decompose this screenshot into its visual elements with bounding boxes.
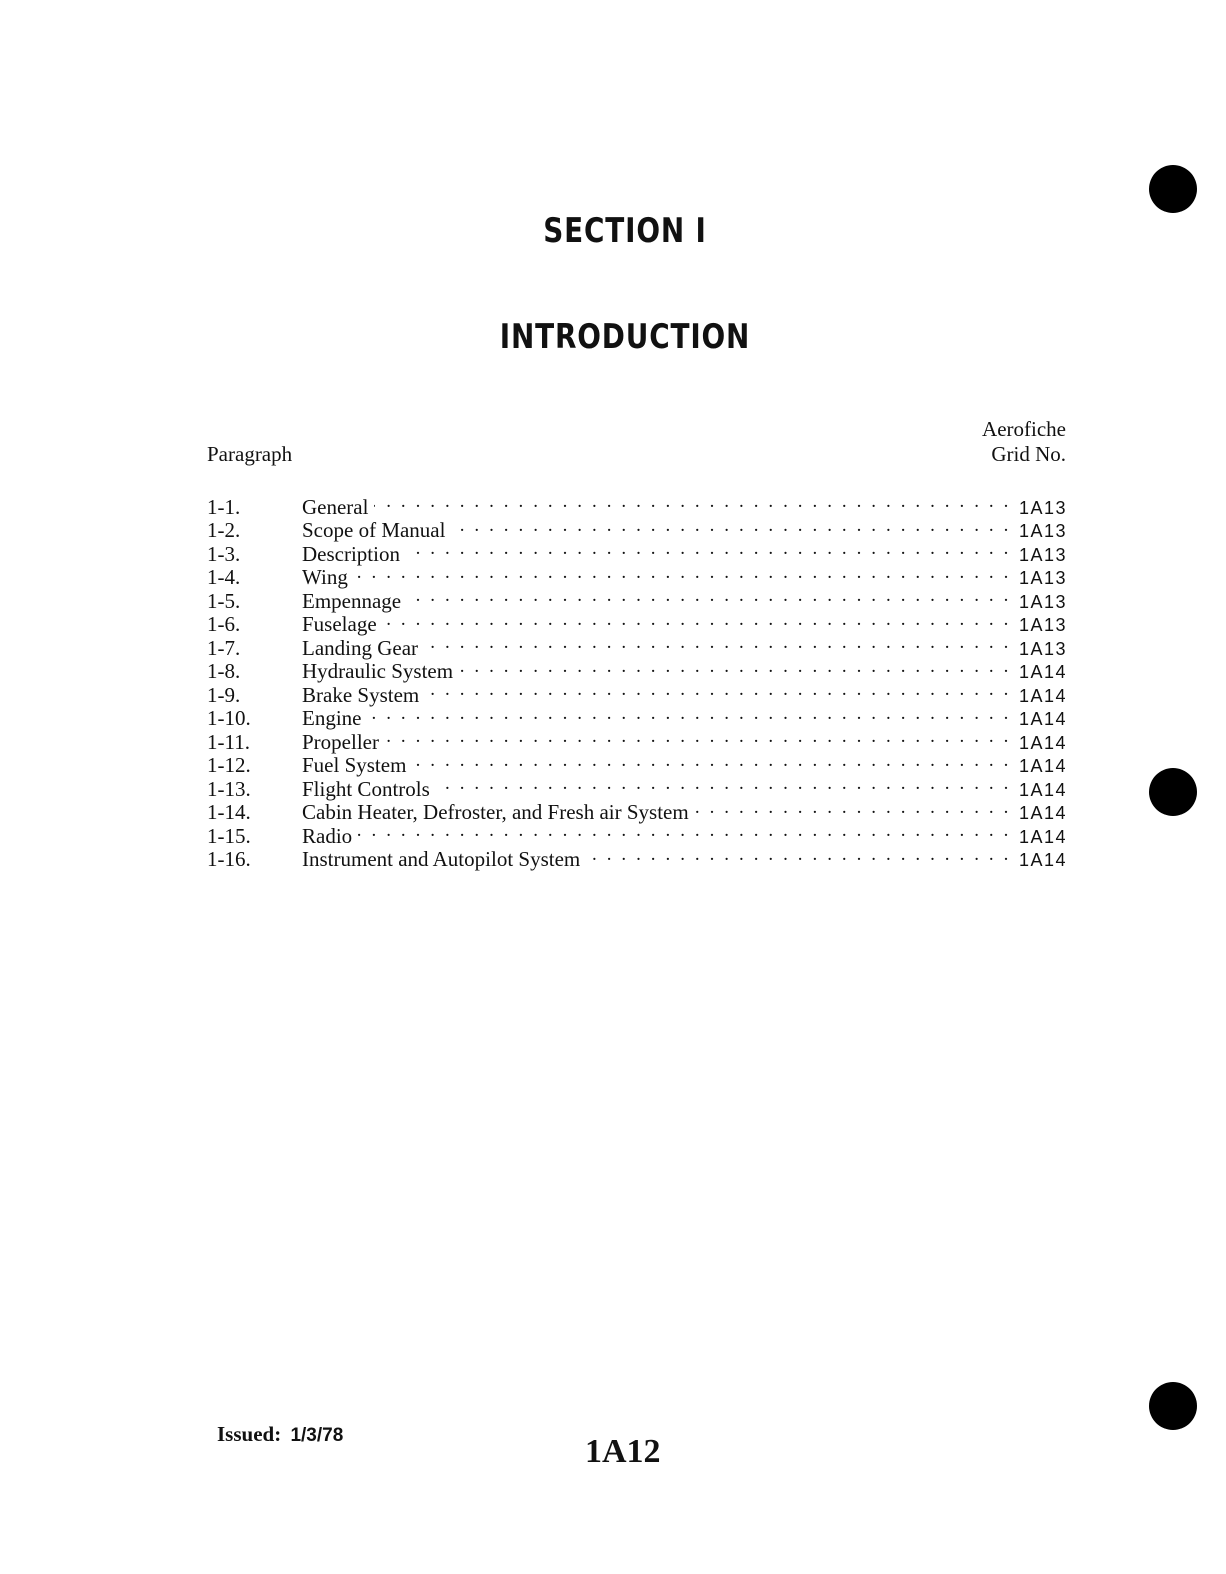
dot-leader [383, 608, 1011, 632]
toc-grid-number: 1A14 [1018, 709, 1067, 729]
toc-paragraph-number: 1-10. [207, 706, 251, 730]
toc-grid-number: 1A14 [1018, 732, 1067, 753]
issued-line [217, 1422, 343, 1447]
toc-entry-title: Fuselage [302, 612, 377, 636]
punch-hole-middle [1149, 768, 1197, 816]
toc-entry-title: Radio [302, 823, 353, 848]
toc-entry-title: Engine [302, 706, 362, 730]
toc-entry-title: Cabin Heater, Defroster, and Fresh air System [302, 800, 689, 824]
dot-leader [385, 725, 1011, 749]
grid-header-line1: Aerofiche [982, 417, 1066, 441]
toc-paragraph-number: 1-15. [207, 823, 251, 848]
page-title: INTRODUCTION [499, 317, 751, 357]
toc-row [207, 514, 1067, 542]
toc-grid-number: 1A14 [1018, 850, 1067, 870]
dot-leader [586, 843, 1011, 867]
toc-grid-number: 1A13 [1018, 591, 1067, 612]
dot-leader [459, 655, 1011, 679]
toc-row [207, 796, 1067, 824]
section-heading: SECTION I [543, 211, 707, 251]
toc-entry-title: Landing Gear [302, 635, 419, 660]
toc-paragraph-number: 1-2. [207, 518, 241, 542]
toc-grid-number: 1A13 [1018, 497, 1067, 518]
toc-entry-title: Flight Controls [302, 776, 430, 801]
dot-leader [425, 678, 1011, 702]
toc-paragraph-number: 1-5. [207, 588, 241, 613]
toc-entry-title: Fuel System [302, 753, 407, 777]
dot-leader [367, 702, 1010, 726]
toc-row [207, 561, 1067, 589]
dot-leader [407, 584, 1011, 608]
dot-leader [695, 796, 1011, 820]
toc-entry-title: Wing [302, 565, 348, 589]
dot-leader [436, 772, 1011, 796]
toc-paragraph-number: 1-14. [207, 800, 251, 824]
toc-row [207, 655, 1067, 683]
toc-entry-title: Instrument and Autopilot System [302, 847, 581, 871]
toc-grid-number: 1A13 [1018, 615, 1067, 635]
toc-entry-title: Scope of Manual [302, 518, 446, 542]
toc-paragraph-number: 1-6. [207, 612, 241, 636]
toc-grid-number: 1A13 [1018, 521, 1067, 541]
dot-leader [424, 631, 1011, 655]
dot-leader [374, 490, 1010, 514]
toc-paragraph-number: 1-3. [207, 541, 241, 566]
toc-entry-title: Empennage [302, 588, 402, 613]
punch-hole-top [1149, 165, 1197, 213]
toc-paragraph-number: 1-8. [207, 659, 241, 683]
punch-hole-bottom [1149, 1382, 1197, 1430]
toc-grid-number: 1A14 [1018, 803, 1067, 823]
toc-row [207, 608, 1067, 636]
toc-grid-number: 1A14 [1018, 685, 1067, 706]
toc-row [207, 702, 1067, 730]
toc-grid-number: 1A14 [1018, 779, 1067, 800]
toc-paragraph-number: 1-4. [207, 565, 241, 589]
toc-paragraph-number: 1-9. [207, 682, 241, 707]
dot-leader [354, 561, 1011, 585]
grid-column-header [982, 417, 1066, 467]
toc-grid-number: 1A14 [1018, 826, 1067, 847]
toc-entry-title: Brake System [302, 682, 420, 707]
toc-paragraph-number: 1-12. [207, 753, 251, 777]
toc-entry-title: Propeller [302, 729, 379, 754]
dot-leader [412, 749, 1011, 773]
page-number: 1A12 [585, 1433, 661, 1470]
toc-paragraph-number: 1-16. [207, 847, 251, 871]
toc-grid-number: 1A13 [1018, 544, 1067, 565]
toc-paragraph-number: 1-13. [207, 776, 251, 801]
dot-leader [358, 819, 1011, 843]
issued-label: Issued: [217, 1422, 282, 1446]
issued-date: 1/3/78 [290, 1425, 344, 1446]
toc-grid-number: 1A14 [1018, 662, 1067, 682]
toc-row [207, 843, 1067, 871]
toc-paragraph-number: 1-11. [207, 729, 250, 754]
paragraph-column-header: Paragraph [207, 442, 293, 466]
dot-leader [451, 514, 1010, 538]
toc-row [207, 490, 1067, 519]
toc-entry-title: Description [302, 541, 400, 566]
toc-grid-number: 1A14 [1018, 756, 1067, 776]
toc-row [207, 749, 1067, 777]
toc-grid-number: 1A13 [1018, 638, 1067, 659]
dot-leader [406, 537, 1011, 561]
toc-paragraph-number: 1-1. [207, 494, 241, 519]
toc-entry-title: General [302, 494, 369, 519]
toc-paragraph-number: 1-7. [207, 635, 241, 660]
grid-header-line2: Grid No. [991, 442, 1066, 466]
table-of-contents [207, 490, 1067, 871]
toc-entry-title: Hydraulic System [302, 659, 454, 683]
toc-grid-number: 1A13 [1018, 568, 1067, 588]
